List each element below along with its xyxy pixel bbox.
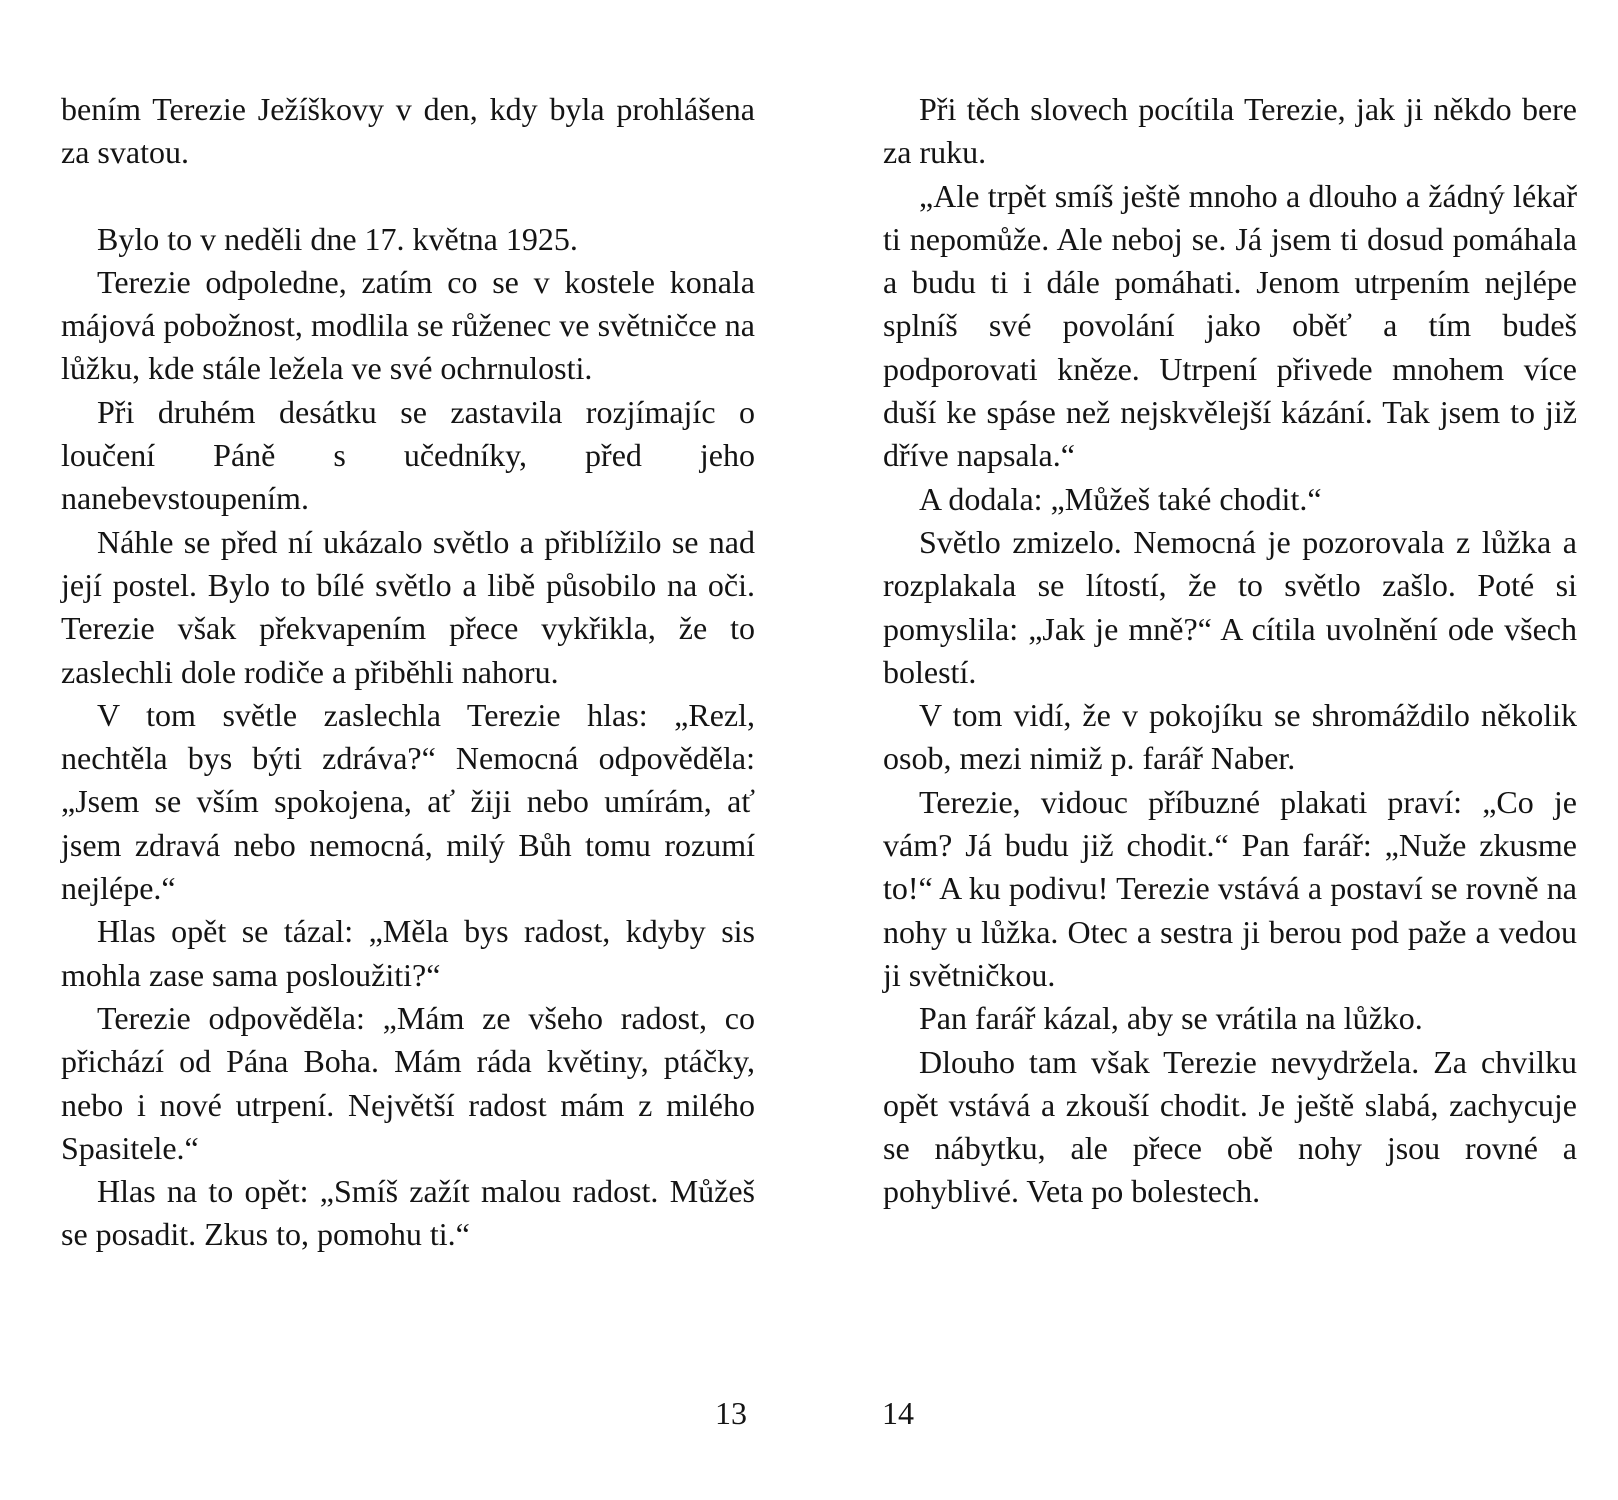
right-page-text [883, 88, 1577, 1214]
page-number: 13 [715, 1395, 747, 1431]
paragraph: Pan farář kázal, aby se vrátila na lůžko. [919, 1000, 1423, 1037]
paragraph: Světlo zmizelo. Nemocná je pozorovala z lůžka a rozplakala se lítostí, že to světlo zašlo. Poté si pomyslila: „Jak je mně?“ A cítila uvolnění ode všech bolestí. [883, 523, 1577, 690]
paragraph: Při těch slovech pocítila Terezie, jak ji někdo bere za ruku. [883, 91, 1577, 171]
paragraph: Terezie, vidouc příbuzné plakati praví: „Co je vám? Já budu již chodit.“ Pan farář: „Nuže zkusme to!“ A ku podivu! Terezie vstává a postaví se rovně na nohy u lůžka. Otec a sestra ji berou pod paže a vedou ji světničkou. [883, 783, 1577, 993]
page-number: 14 [882, 1395, 914, 1431]
paragraph: Při druhém desátku se zastavila rozjímajíc o loučení Páně s učedníky, před jeho nanebevstoupením. [61, 393, 755, 517]
paragraph: V tom vidí, že v pokojíku se shromáždilo několik osob, mezi nimiž p. farář Naber. [883, 697, 1577, 777]
right-page [809, 0, 1618, 1500]
paragraph-continued: bením Terezie Ježíškovy v den, kdy byla prohlášena za svatou. [61, 91, 755, 171]
section-break [61, 175, 755, 218]
paragraph: V tom světle zaslechla Terezie hlas: „Rezl, nechtěla bys býti zdráva?“ Nemocná odpověděla: „Jsem se vším spokojena, ať žiji nebo umírám, ať jsem zdravá nebo nemocná, milý Bůh tomu rozumí nejlépe.“ [61, 696, 755, 907]
paragraph: Dlouho tam však Terezie nevydržela. Za chvilku opět vstává a zkouší chodit. Je ještě slabá, zachycuje se nábytku, ale přece obě nohy jsou rovné a pohyblivé. Veta po bolestech. [883, 1043, 1577, 1210]
left-page-text [61, 88, 755, 1257]
paragraph: Hlas opět se tázal: „Měla bys radost, kdyby sis mohla zase sama posloužiti?“ [61, 913, 755, 993]
paragraph: „Ale trpět smíš ještě mnoho a dlouho a žádný lékař ti nepomůže. Ale neboj se. Já jsem ti dosud pomáhala a budu ti i dále pomáhati. Jenom utrpením nejlépe splníš své povolání jako oběť a tím budeš podporovati kněze. Utrpení přivede mnohem více duší ke spáse než nejskvělejší kázání. Tak jsem to již dříve napsala.“ [883, 177, 1577, 474]
paragraph: Terezie odpověděla: „Mám ze všeho radost, co přichází od Pána Boha. Mám ráda květiny, ptáčky, nebo i nové utrpení. Největší radost mám z milého Spasitele.“ [61, 999, 755, 1166]
paragraph: Terezie odpoledne, zatím co se v kostele konala májová pobožnost, modlila se růženec ve světničce na lůžku, kde stále ležela ve své ochrnulosti. [61, 263, 755, 387]
paragraph: Hlas na to opět: „Smíš zažít malou radost. Můžeš se posadit. Zkus to, pomohu ti.“ [61, 1173, 755, 1253]
paragraph: Bylo to v neděli dne 17. května 1925. [97, 220, 578, 257]
paragraph: A dodala: „Můžeš také chodit.“ [919, 480, 1322, 517]
paragraph: Náhle se před ní ukázalo světlo a přiblížilo se nad její postel. Bylo to bílé světlo a libě působilo na oči. Terezie však překvapením přece vykřikla, že to zaslechli dole rodiče a přiběhli nahoru. [61, 523, 755, 690]
